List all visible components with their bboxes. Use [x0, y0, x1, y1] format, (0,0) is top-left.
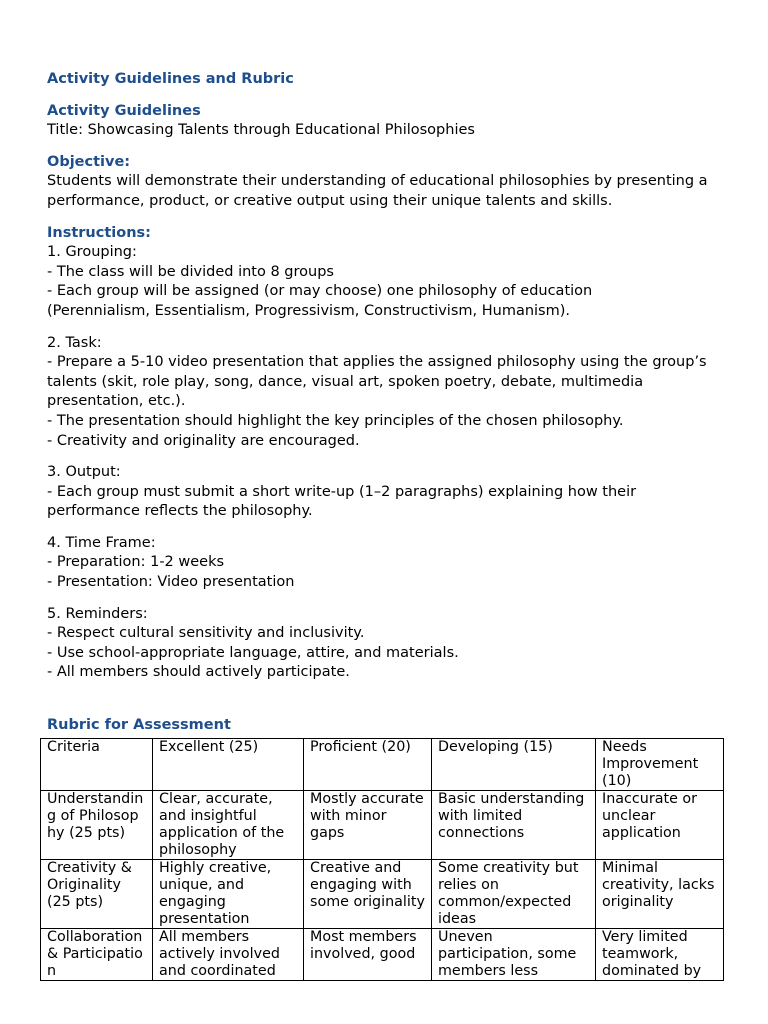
list-item: - Creativity and originality are encouraged.: [47, 432, 360, 449]
list-item: - Each group will be assigned (or may choose) one philosophy of education (Perennialism, Essentialism, Progressivism, Constructivism, Humanism).: [47, 283, 593, 319]
table-cell: Creativity & Originality (25 pts): [41, 860, 153, 929]
table-cell: Most members involved, good: [304, 929, 432, 981]
objective-text: Students will demonstrate their understanding of educational philosophies by presenting a performance, product, or creative output using their unique talents and skills.: [47, 173, 708, 209]
doc-title: Activity Guidelines and Rubric: [47, 71, 294, 87]
guidelines-heading: Activity Guidelines: [47, 102, 201, 119]
table-row: [41, 860, 724, 929]
header-cell: Criteria: [41, 739, 153, 791]
table-cell: Highly creative, unique, and engaging presentation: [153, 860, 304, 929]
table-cell: Understanding of Philosophy (25 pts): [41, 791, 153, 860]
table-header-row: [41, 739, 724, 791]
document-body: [47, 70, 727, 683]
table-cell: Very limited teamwork, dominated by: [596, 929, 724, 981]
list-item: - Preparation: 1-2 weeks: [47, 554, 225, 571]
grouping-title: 1. Grouping:: [47, 244, 137, 261]
list-item: - Use school-appropriate language, attire, and materials.: [47, 644, 459, 661]
reminders-section: [47, 605, 727, 683]
list-item: - Respect cultural sensitivity and inclusivity.: [47, 625, 365, 642]
table-cell: Some creativity but relies on common/expected ideas: [432, 860, 596, 929]
output-title: 3. Output:: [47, 464, 121, 481]
time-frame-section: [47, 534, 727, 593]
instructions-heading: Instructions:: [47, 224, 151, 241]
table-cell: Mostly accurate with minor gaps: [304, 791, 432, 860]
task-title: 2. Task:: [47, 334, 102, 351]
rubric-heading: Rubric for Assessment: [47, 717, 231, 733]
table-cell: Minimal creativity, lacks originality: [596, 860, 724, 929]
table-cell: Basic understanding with limited connections: [432, 791, 596, 860]
header-cell: Excellent (25): [153, 739, 304, 791]
table-cell: Uneven participation, some members less: [432, 929, 596, 981]
table-row: [41, 791, 724, 860]
activity-title-line: Title: Showcasing Talents through Educational Philosophies: [47, 122, 475, 139]
grouping-section: [47, 243, 727, 321]
rubric-table: [40, 738, 724, 981]
list-item: - Presentation: Video presentation: [47, 574, 295, 591]
list-item: - The class will be divided into 8 groups: [47, 263, 334, 280]
header-cell: Developing (15): [432, 739, 596, 791]
output-section: [47, 463, 727, 522]
list-item: - The presentation should highlight the key principles of the chosen philosophy.: [47, 412, 624, 429]
table-cell: All members actively involved and coordinated: [153, 929, 304, 981]
task-section: [47, 334, 727, 452]
table-cell: Collaboration & Participation: [41, 929, 153, 981]
header-cell: Proficient (20): [304, 739, 432, 791]
list-item: - Prepare a 5-10 video presentation that applies the assigned philosophy using the group’s talents (skit, role play, song, dance, visual art, spoken poetry, debate, multimedia presentation, etc.).: [47, 354, 707, 410]
reminders-title: 5. Reminders:: [47, 605, 148, 622]
table-cell: Creative and engaging with some originality: [304, 860, 432, 929]
table-row: [41, 929, 724, 981]
list-item: - Each group must submit a short write-up (1–2 paragraphs) explaining how their performance reflects the philosophy.: [47, 483, 637, 520]
table-cell: Clear, accurate, and insightful application of the philosophy: [153, 791, 304, 860]
table-cell: Inaccurate or unclear application: [596, 791, 724, 860]
header-cell: Needs Improvement (10): [596, 739, 724, 791]
list-item: - All members should actively participate.: [47, 664, 350, 681]
time-frame-title: 4. Time Frame:: [47, 534, 156, 551]
objective-heading: Objective:: [47, 153, 131, 170]
